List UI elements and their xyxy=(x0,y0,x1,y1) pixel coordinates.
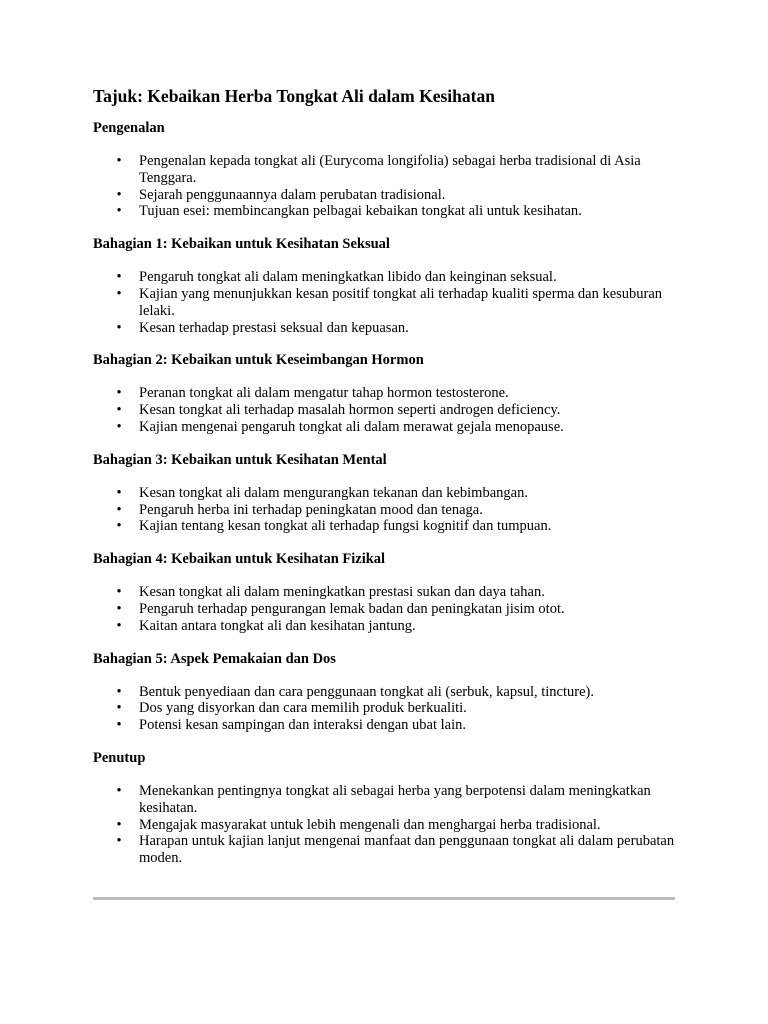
list-item xyxy=(93,385,675,402)
bullet-list xyxy=(93,584,675,634)
bullet-icon: • xyxy=(116,418,122,435)
bullet-icon: • xyxy=(116,600,122,617)
bullet-list xyxy=(93,269,675,336)
list-item-text: Menekankan pentingnya tongkat ali sebagai herba yang berpotensi dalam meningkatkan kesihatan. xyxy=(139,782,651,816)
list-item xyxy=(93,502,675,519)
bullet-list xyxy=(93,385,675,435)
bullet-icon: • xyxy=(116,153,122,169)
list-item-text: Kaitan antara tongkat ali dan kesihatan jantung. xyxy=(139,617,416,634)
section-heading: Bahagian 3: Kebaikan untuk Kesihatan Mental xyxy=(93,451,387,468)
list-item-text: Kajian mengenai pengaruh tongkat ali dalam merawat gejala menopause. xyxy=(139,418,564,435)
list-item xyxy=(93,485,675,502)
list-item-text: Kesan tongkat ali dalam mengurangkan tekanan dan kebimbangan. xyxy=(139,484,528,501)
list-item-text: Kesan tongkat ali dalam meningkatkan prestasi sukan dan daya tahan. xyxy=(139,584,545,601)
list-item xyxy=(93,286,675,320)
list-item xyxy=(93,419,675,436)
list-item xyxy=(93,320,675,337)
bullet-list xyxy=(93,485,675,535)
section-heading: Pengenalan xyxy=(93,120,165,136)
bullet-icon: • xyxy=(116,717,122,734)
section-penutup xyxy=(93,749,675,867)
list-item xyxy=(93,269,675,286)
bullet-icon: • xyxy=(116,833,122,850)
list-item xyxy=(93,700,675,717)
bullet-icon: • xyxy=(116,203,122,220)
list-item xyxy=(93,684,675,701)
list-item xyxy=(93,717,675,734)
list-item-text: Kesan tongkat ali terhadap masalah hormon seperti androgen deficiency. xyxy=(139,402,561,419)
bullet-icon: • xyxy=(116,782,122,799)
list-item xyxy=(93,153,675,187)
section-heading: Bahagian 5: Aspek Pemakaian dan Dos xyxy=(93,650,336,667)
bullet-icon: • xyxy=(116,683,122,700)
list-item xyxy=(93,203,675,220)
list-item-text: Peranan tongkat ali dalam mengatur tahap hormon testosterone. xyxy=(139,385,509,402)
list-item-text: Pengaruh tongkat ali dalam meningkatkan libido dan keinginan seksual. xyxy=(139,269,557,286)
list-item-text: Sejarah penggunaannya dalam perubatan tradisional. xyxy=(139,186,446,203)
bullet-icon: • xyxy=(116,484,122,501)
bullet-icon: • xyxy=(116,285,122,302)
document-page xyxy=(93,84,675,882)
list-item xyxy=(93,618,675,635)
list-item xyxy=(93,402,675,419)
section-heading: Bahagian 4: Kebaikan untuk Kesihatan Fizikal xyxy=(93,551,386,568)
list-item xyxy=(93,518,675,535)
list-item-text: Kesan terhadap prestasi seksual dan kepuasan. xyxy=(139,319,409,336)
section-heading: Penutup xyxy=(93,749,146,766)
bullet-icon: • xyxy=(116,269,122,286)
bullet-list xyxy=(93,783,675,867)
list-item-text: Pengaruh terhadap pengurangan lemak badan dan peningkatan jisim otot. xyxy=(139,600,565,617)
list-item xyxy=(93,584,675,601)
section-bahagian-5 xyxy=(93,650,675,734)
section-bahagian-2 xyxy=(93,351,675,435)
bullet-icon: • xyxy=(116,584,122,601)
list-item-text: Pengenalan kepada tongkat ali (Eurycoma longifolia) sebagai herba tradisional di Asia Tenggara. xyxy=(139,153,641,186)
bullet-icon: • xyxy=(116,518,122,535)
bullet-icon: • xyxy=(116,501,122,518)
section-bahagian-1 xyxy=(93,235,675,336)
list-item-text: Kajian yang menunjukkan kesan positif tongkat ali terhadap kualiti sperma dan kesuburan lelaki. xyxy=(139,285,663,319)
bullet-list xyxy=(93,684,675,734)
list-item-text: Bentuk penyediaan dan cara penggunaan tongkat ali (serbuk, kapsul, tincture). xyxy=(139,683,594,700)
bullet-icon: • xyxy=(116,816,122,833)
section-pengenalan xyxy=(93,119,675,220)
list-item-text: Tujuan esei: membincangkan pelbagai kebaikan tongkat ali untuk kesihatan. xyxy=(139,203,582,220)
list-item-text: Pengaruh herba ini terhadap peningkatan mood dan tenaga. xyxy=(139,501,483,518)
document-title: Tajuk: Kebaikan Herba Tongkat Ali dalam Kesihatan xyxy=(93,86,495,106)
bullet-icon: • xyxy=(116,319,122,336)
list-item xyxy=(93,601,675,618)
bullet-icon: • xyxy=(116,385,122,402)
section-heading: Bahagian 2: Kebaikan untuk Keseimbangan Hormon xyxy=(93,352,424,369)
list-item xyxy=(93,817,675,834)
horizontal-divider xyxy=(93,897,675,900)
list-item-text: Mengajak masyarakat untuk lebih mengenali dan menghargai herba tradisional. xyxy=(139,816,601,833)
bullet-icon: • xyxy=(116,402,122,419)
bullet-icon: • xyxy=(116,700,122,717)
list-item-text: Kajian tentang kesan tongkat ali terhadap fungsi kognitif dan tumpuan. xyxy=(139,518,552,535)
section-heading: Bahagian 1: Kebaikan untuk Kesihatan Seksual xyxy=(93,236,390,253)
list-item-text: Potensi kesan sampingan dan interaksi dengan ubat lain. xyxy=(139,717,466,734)
section-bahagian-4 xyxy=(93,550,675,634)
list-item xyxy=(93,187,675,204)
list-item-text: Dos yang disyorkan dan cara memilih produk berkualiti. xyxy=(139,700,467,717)
list-item-text: Harapan untuk kajian lanjut mengenai manfaat dan penggunaan tongkat ali dalam perubatan moden. xyxy=(139,833,675,867)
bullet-icon: • xyxy=(116,617,122,634)
section-bahagian-3 xyxy=(93,451,675,535)
bullet-list xyxy=(93,153,675,220)
bullet-icon: • xyxy=(116,186,122,203)
list-item xyxy=(93,833,675,867)
list-item xyxy=(93,783,675,817)
